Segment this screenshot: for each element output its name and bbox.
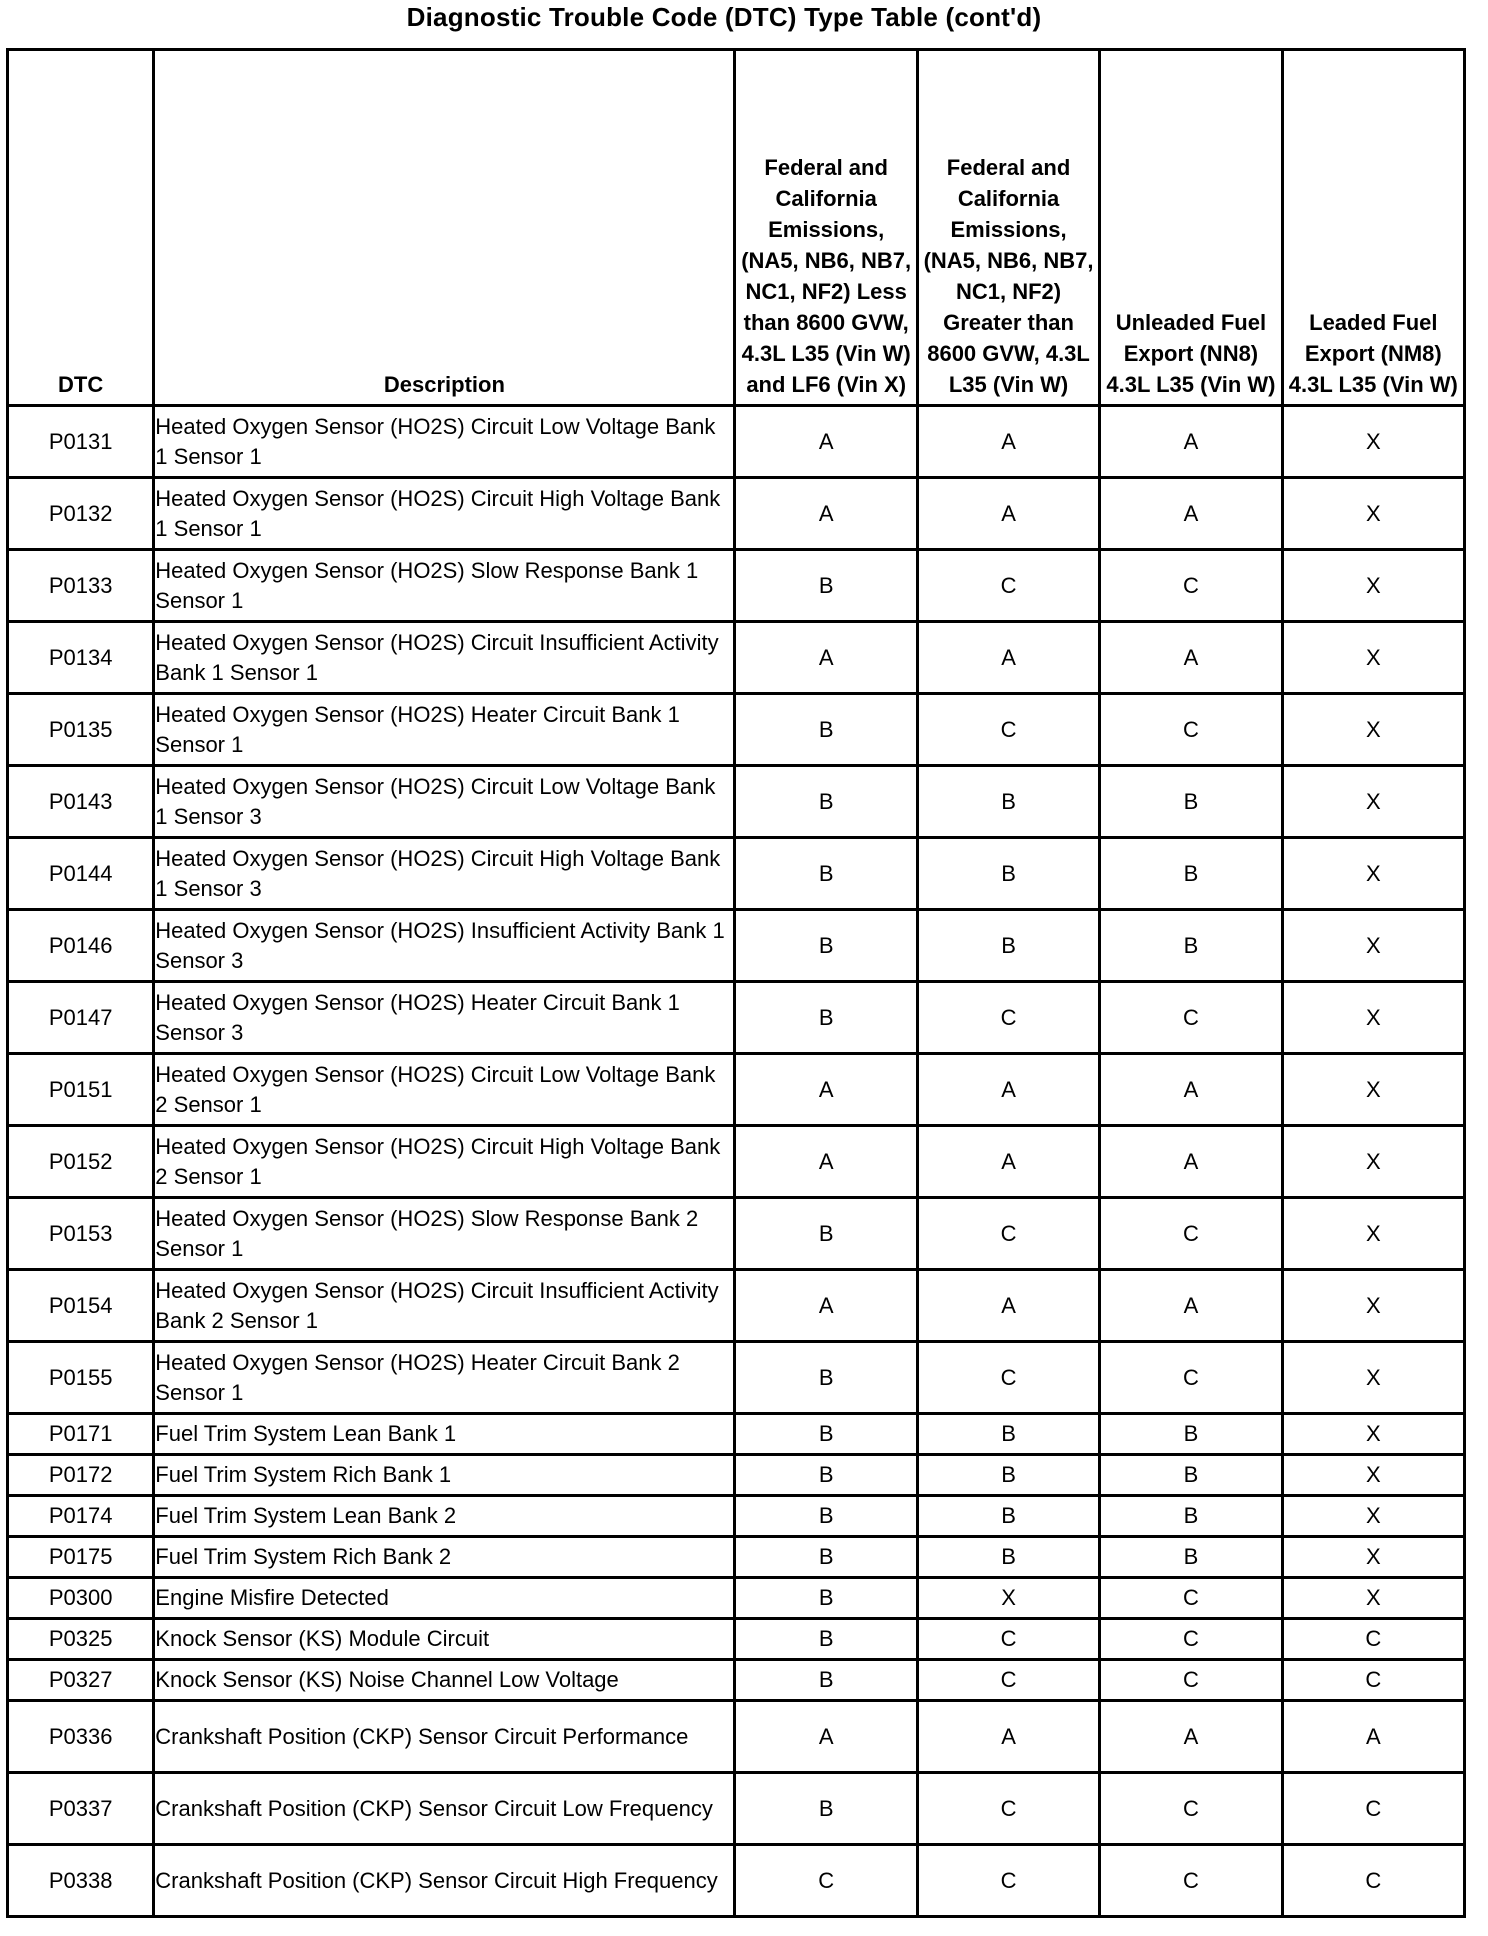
- description-cell: Crankshaft Position (CKP) Sensor Circuit Low Frequency: [154, 1773, 735, 1845]
- fedcal-gt8600-cell: A: [917, 1270, 1099, 1342]
- table-row: [8, 622, 1465, 694]
- description-cell: Heated Oxygen Sensor (HO2S) Heater Circuit Bank 1 Sensor 3: [154, 982, 735, 1054]
- unleaded-export-cell: B: [1100, 1537, 1282, 1578]
- fedcal-lt8600-cell: B: [735, 694, 917, 766]
- dtc-code-cell: P0337: [8, 1773, 154, 1845]
- fedcal-gt8600-cell: A: [917, 622, 1099, 694]
- fedcal-gt8600-cell: A: [917, 406, 1099, 478]
- unleaded-export-cell: C: [1100, 550, 1282, 622]
- unleaded-export-cell: A: [1100, 406, 1282, 478]
- fedcal-lt8600-cell: A: [735, 1054, 917, 1126]
- fedcal-gt8600-cell: C: [917, 1342, 1099, 1414]
- leaded-export-cell: C: [1282, 1660, 1464, 1701]
- leaded-export-cell: X: [1282, 1270, 1464, 1342]
- description-cell: Heated Oxygen Sensor (HO2S) Slow Response Bank 2 Sensor 1: [154, 1198, 735, 1270]
- table-row: [8, 1054, 1465, 1126]
- table-row: [8, 838, 1465, 910]
- unleaded-export-cell: A: [1100, 1054, 1282, 1126]
- description-cell: Knock Sensor (KS) Module Circuit: [154, 1619, 735, 1660]
- fedcal-gt8600-cell: C: [917, 550, 1099, 622]
- table-header-row: [8, 50, 1465, 406]
- fedcal-gt8600-cell: C: [917, 1619, 1099, 1660]
- table-row: [8, 1414, 1465, 1455]
- dtc-code-cell: P0154: [8, 1270, 154, 1342]
- description-cell: Fuel Trim System Rich Bank 2: [154, 1537, 735, 1578]
- description-cell: Heated Oxygen Sensor (HO2S) Circuit High Voltage Bank 2 Sensor 1: [154, 1126, 735, 1198]
- fedcal-lt8600-cell: B: [735, 1619, 917, 1660]
- fedcal-gt8600-cell: A: [917, 1054, 1099, 1126]
- leaded-export-cell: X: [1282, 1455, 1464, 1496]
- table-row: [8, 406, 1465, 478]
- page-title: Diagnostic Trouble Code (DTC) Type Table (cont'd): [406, 2, 1042, 32]
- unleaded-export-cell: C: [1100, 1342, 1282, 1414]
- table-row: [8, 1455, 1465, 1496]
- dtc-code-cell: P0175: [8, 1537, 154, 1578]
- description-cell: Crankshaft Position (CKP) Sensor Circuit High Frequency: [154, 1845, 735, 1917]
- dtc-code-cell: P0133: [8, 550, 154, 622]
- table-row: [8, 694, 1465, 766]
- unleaded-export-cell: C: [1100, 1578, 1282, 1619]
- fedcal-lt8600-cell: A: [735, 1126, 917, 1198]
- table-row: [8, 1845, 1465, 1917]
- description-cell: Heated Oxygen Sensor (HO2S) Circuit Low Voltage Bank 1 Sensor 1: [154, 406, 735, 478]
- leaded-export-cell: C: [1282, 1845, 1464, 1917]
- dtc-code-cell: P0325: [8, 1619, 154, 1660]
- table-row: [8, 478, 1465, 550]
- description-cell: Heated Oxygen Sensor (HO2S) Circuit High Voltage Bank 1 Sensor 3: [154, 838, 735, 910]
- leaded-export-cell: X: [1282, 766, 1464, 838]
- fedcal-gt8600-cell: B: [917, 766, 1099, 838]
- leaded-export-cell: X: [1282, 1198, 1464, 1270]
- description-cell: Engine Misfire Detected: [154, 1578, 735, 1619]
- leaded-export-cell: X: [1282, 1414, 1464, 1455]
- leaded-export-cell: X: [1282, 550, 1464, 622]
- description-cell: Heated Oxygen Sensor (HO2S) Circuit High Voltage Bank 1 Sensor 1: [154, 478, 735, 550]
- table-row: [8, 1619, 1465, 1660]
- fedcal-lt8600-cell: B: [735, 550, 917, 622]
- unleaded-export-cell: B: [1100, 910, 1282, 982]
- fedcal-lt8600-cell: B: [735, 1660, 917, 1701]
- table-row: [8, 1773, 1465, 1845]
- fedcal-lt8600-cell: B: [735, 910, 917, 982]
- dtc-code-cell: P0153: [8, 1198, 154, 1270]
- fedcal-lt8600-cell: B: [735, 1578, 917, 1619]
- table-row: [8, 550, 1465, 622]
- fedcal-gt8600-cell: B: [917, 910, 1099, 982]
- table-row: [8, 1701, 1465, 1773]
- unleaded-export-cell: B: [1100, 1496, 1282, 1537]
- fedcal-gt8600-cell: A: [917, 1126, 1099, 1198]
- dtc-code-cell: P0327: [8, 1660, 154, 1701]
- fedcal-lt8600-cell: B: [735, 982, 917, 1054]
- dtc-code-cell: P0143: [8, 766, 154, 838]
- dtc-code-cell: P0300: [8, 1578, 154, 1619]
- unleaded-export-cell: A: [1100, 1270, 1282, 1342]
- leaded-export-cell: X: [1282, 1537, 1464, 1578]
- dtc-code-cell: P0146: [8, 910, 154, 982]
- leaded-export-cell: X: [1282, 838, 1464, 910]
- leaded-export-cell: X: [1282, 1126, 1464, 1198]
- fedcal-lt8600-cell: A: [735, 478, 917, 550]
- column-header-leaded-export: Leaded Fuel Export (NM8) 4.3L L35 (Vin W): [1282, 50, 1464, 406]
- column-header-fedcal-lt8600: Federal and California Emissions, (NA5, NB6, NB7, NC1, NF2) Less than 8600 GVW, 4.3L L35 (Vin W) and LF6 (Vin X): [735, 50, 917, 406]
- unleaded-export-cell: C: [1100, 1619, 1282, 1660]
- table-row: [8, 1660, 1465, 1701]
- dtc-code-cell: P0135: [8, 694, 154, 766]
- leaded-export-cell: X: [1282, 1578, 1464, 1619]
- fedcal-lt8600-cell: A: [735, 622, 917, 694]
- table-row: [8, 1198, 1465, 1270]
- column-header-description: Description: [154, 50, 735, 406]
- description-cell: Knock Sensor (KS) Noise Channel Low Voltage: [154, 1660, 735, 1701]
- table-row: [8, 766, 1465, 838]
- description-cell: Fuel Trim System Lean Bank 2: [154, 1496, 735, 1537]
- unleaded-export-cell: C: [1100, 1845, 1282, 1917]
- fedcal-lt8600-cell: A: [735, 406, 917, 478]
- leaded-export-cell: X: [1282, 478, 1464, 550]
- fedcal-gt8600-cell: C: [917, 1198, 1099, 1270]
- description-cell: Fuel Trim System Lean Bank 1: [154, 1414, 735, 1455]
- unleaded-export-cell: B: [1100, 838, 1282, 910]
- table-row: [8, 910, 1465, 982]
- fedcal-gt8600-cell: X: [917, 1578, 1099, 1619]
- unleaded-export-cell: C: [1100, 1773, 1282, 1845]
- dtc-code-cell: P0338: [8, 1845, 154, 1917]
- unleaded-export-cell: A: [1100, 1701, 1282, 1773]
- unleaded-export-cell: B: [1100, 1414, 1282, 1455]
- dtc-code-cell: P0131: [8, 406, 154, 478]
- unleaded-export-cell: B: [1100, 1455, 1282, 1496]
- dtc-type-table: [6, 48, 1466, 1918]
- dtc-code-cell: P0174: [8, 1496, 154, 1537]
- leaded-export-cell: X: [1282, 406, 1464, 478]
- table-row: [8, 1270, 1465, 1342]
- table-row: [8, 1126, 1465, 1198]
- unleaded-export-cell: C: [1100, 1660, 1282, 1701]
- description-cell: Heated Oxygen Sensor (HO2S) Circuit Low Voltage Bank 1 Sensor 3: [154, 766, 735, 838]
- dtc-code-cell: P0155: [8, 1342, 154, 1414]
- description-cell: Crankshaft Position (CKP) Sensor Circuit Performance: [154, 1701, 735, 1773]
- unleaded-export-cell: C: [1100, 694, 1282, 766]
- unleaded-export-cell: A: [1100, 622, 1282, 694]
- leaded-export-cell: X: [1282, 622, 1464, 694]
- leaded-export-cell: X: [1282, 910, 1464, 982]
- fedcal-lt8600-cell: B: [735, 1537, 917, 1578]
- unleaded-export-cell: C: [1100, 982, 1282, 1054]
- fedcal-gt8600-cell: B: [917, 1537, 1099, 1578]
- description-cell: Heated Oxygen Sensor (HO2S) Circuit Low Voltage Bank 2 Sensor 1: [154, 1054, 735, 1126]
- fedcal-lt8600-cell: B: [735, 1198, 917, 1270]
- column-header-fedcal-gt8600: Federal and California Emissions, (NA5, NB6, NB7, NC1, NF2) Greater than 8600 GVW, 4.3L L35 (Vin W): [917, 50, 1099, 406]
- description-cell: Heated Oxygen Sensor (HO2S) Slow Response Bank 1 Sensor 1: [154, 550, 735, 622]
- leaded-export-cell: X: [1282, 982, 1464, 1054]
- dtc-code-cell: P0171: [8, 1414, 154, 1455]
- dtc-code-cell: P0144: [8, 838, 154, 910]
- leaded-export-cell: X: [1282, 1342, 1464, 1414]
- unleaded-export-cell: C: [1100, 1198, 1282, 1270]
- unleaded-export-cell: B: [1100, 766, 1282, 838]
- description-cell: Heated Oxygen Sensor (HO2S) Insufficient Activity Bank 1 Sensor 3: [154, 910, 735, 982]
- fedcal-lt8600-cell: B: [735, 766, 917, 838]
- description-cell: Heated Oxygen Sensor (HO2S) Circuit Insufficient Activity Bank 2 Sensor 1: [154, 1270, 735, 1342]
- leaded-export-cell: C: [1282, 1773, 1464, 1845]
- unleaded-export-cell: A: [1100, 478, 1282, 550]
- fedcal-gt8600-cell: B: [917, 1414, 1099, 1455]
- fedcal-gt8600-cell: B: [917, 838, 1099, 910]
- leaded-export-cell: C: [1282, 1619, 1464, 1660]
- dtc-code-cell: P0134: [8, 622, 154, 694]
- dtc-code-cell: P0336: [8, 1701, 154, 1773]
- fedcal-lt8600-cell: B: [735, 1342, 917, 1414]
- description-cell: Heated Oxygen Sensor (HO2S) Circuit Insufficient Activity Bank 1 Sensor 1: [154, 622, 735, 694]
- fedcal-gt8600-cell: B: [917, 1496, 1099, 1537]
- leaded-export-cell: X: [1282, 1054, 1464, 1126]
- fedcal-gt8600-cell: B: [917, 1455, 1099, 1496]
- fedcal-lt8600-cell: B: [735, 1455, 917, 1496]
- unleaded-export-cell: A: [1100, 1126, 1282, 1198]
- fedcal-lt8600-cell: C: [735, 1845, 917, 1917]
- table-row: [8, 982, 1465, 1054]
- fedcal-gt8600-cell: C: [917, 694, 1099, 766]
- table-body: [8, 406, 1465, 1917]
- dtc-code-cell: P0147: [8, 982, 154, 1054]
- fedcal-gt8600-cell: C: [917, 1660, 1099, 1701]
- fedcal-gt8600-cell: A: [917, 478, 1099, 550]
- leaded-export-cell: X: [1282, 1496, 1464, 1537]
- dtc-code-cell: P0151: [8, 1054, 154, 1126]
- fedcal-lt8600-cell: B: [735, 1773, 917, 1845]
- column-header-dtc: DTC: [8, 50, 154, 406]
- table-row: [8, 1496, 1465, 1537]
- fedcal-gt8600-cell: C: [917, 1845, 1099, 1917]
- dtc-code-cell: P0152: [8, 1126, 154, 1198]
- fedcal-gt8600-cell: C: [917, 982, 1099, 1054]
- description-cell: Fuel Trim System Rich Bank 1: [154, 1455, 735, 1496]
- fedcal-lt8600-cell: A: [735, 1270, 917, 1342]
- column-header-unleaded-export: Unleaded Fuel Export (NN8) 4.3L L35 (Vin W): [1100, 50, 1282, 406]
- dtc-code-cell: P0172: [8, 1455, 154, 1496]
- fedcal-lt8600-cell: B: [735, 1414, 917, 1455]
- table-row: [8, 1578, 1465, 1619]
- dtc-code-cell: P0132: [8, 478, 154, 550]
- description-cell: Heated Oxygen Sensor (HO2S) Heater Circuit Bank 1 Sensor 1: [154, 694, 735, 766]
- table-row: [8, 1342, 1465, 1414]
- leaded-export-cell: A: [1282, 1701, 1464, 1773]
- fedcal-lt8600-cell: A: [735, 1701, 917, 1773]
- fedcal-lt8600-cell: B: [735, 1496, 917, 1537]
- fedcal-gt8600-cell: A: [917, 1701, 1099, 1773]
- fedcal-lt8600-cell: B: [735, 838, 917, 910]
- description-cell: Heated Oxygen Sensor (HO2S) Heater Circuit Bank 2 Sensor 1: [154, 1342, 735, 1414]
- leaded-export-cell: X: [1282, 694, 1464, 766]
- table-row: [8, 1537, 1465, 1578]
- fedcal-gt8600-cell: C: [917, 1773, 1099, 1845]
